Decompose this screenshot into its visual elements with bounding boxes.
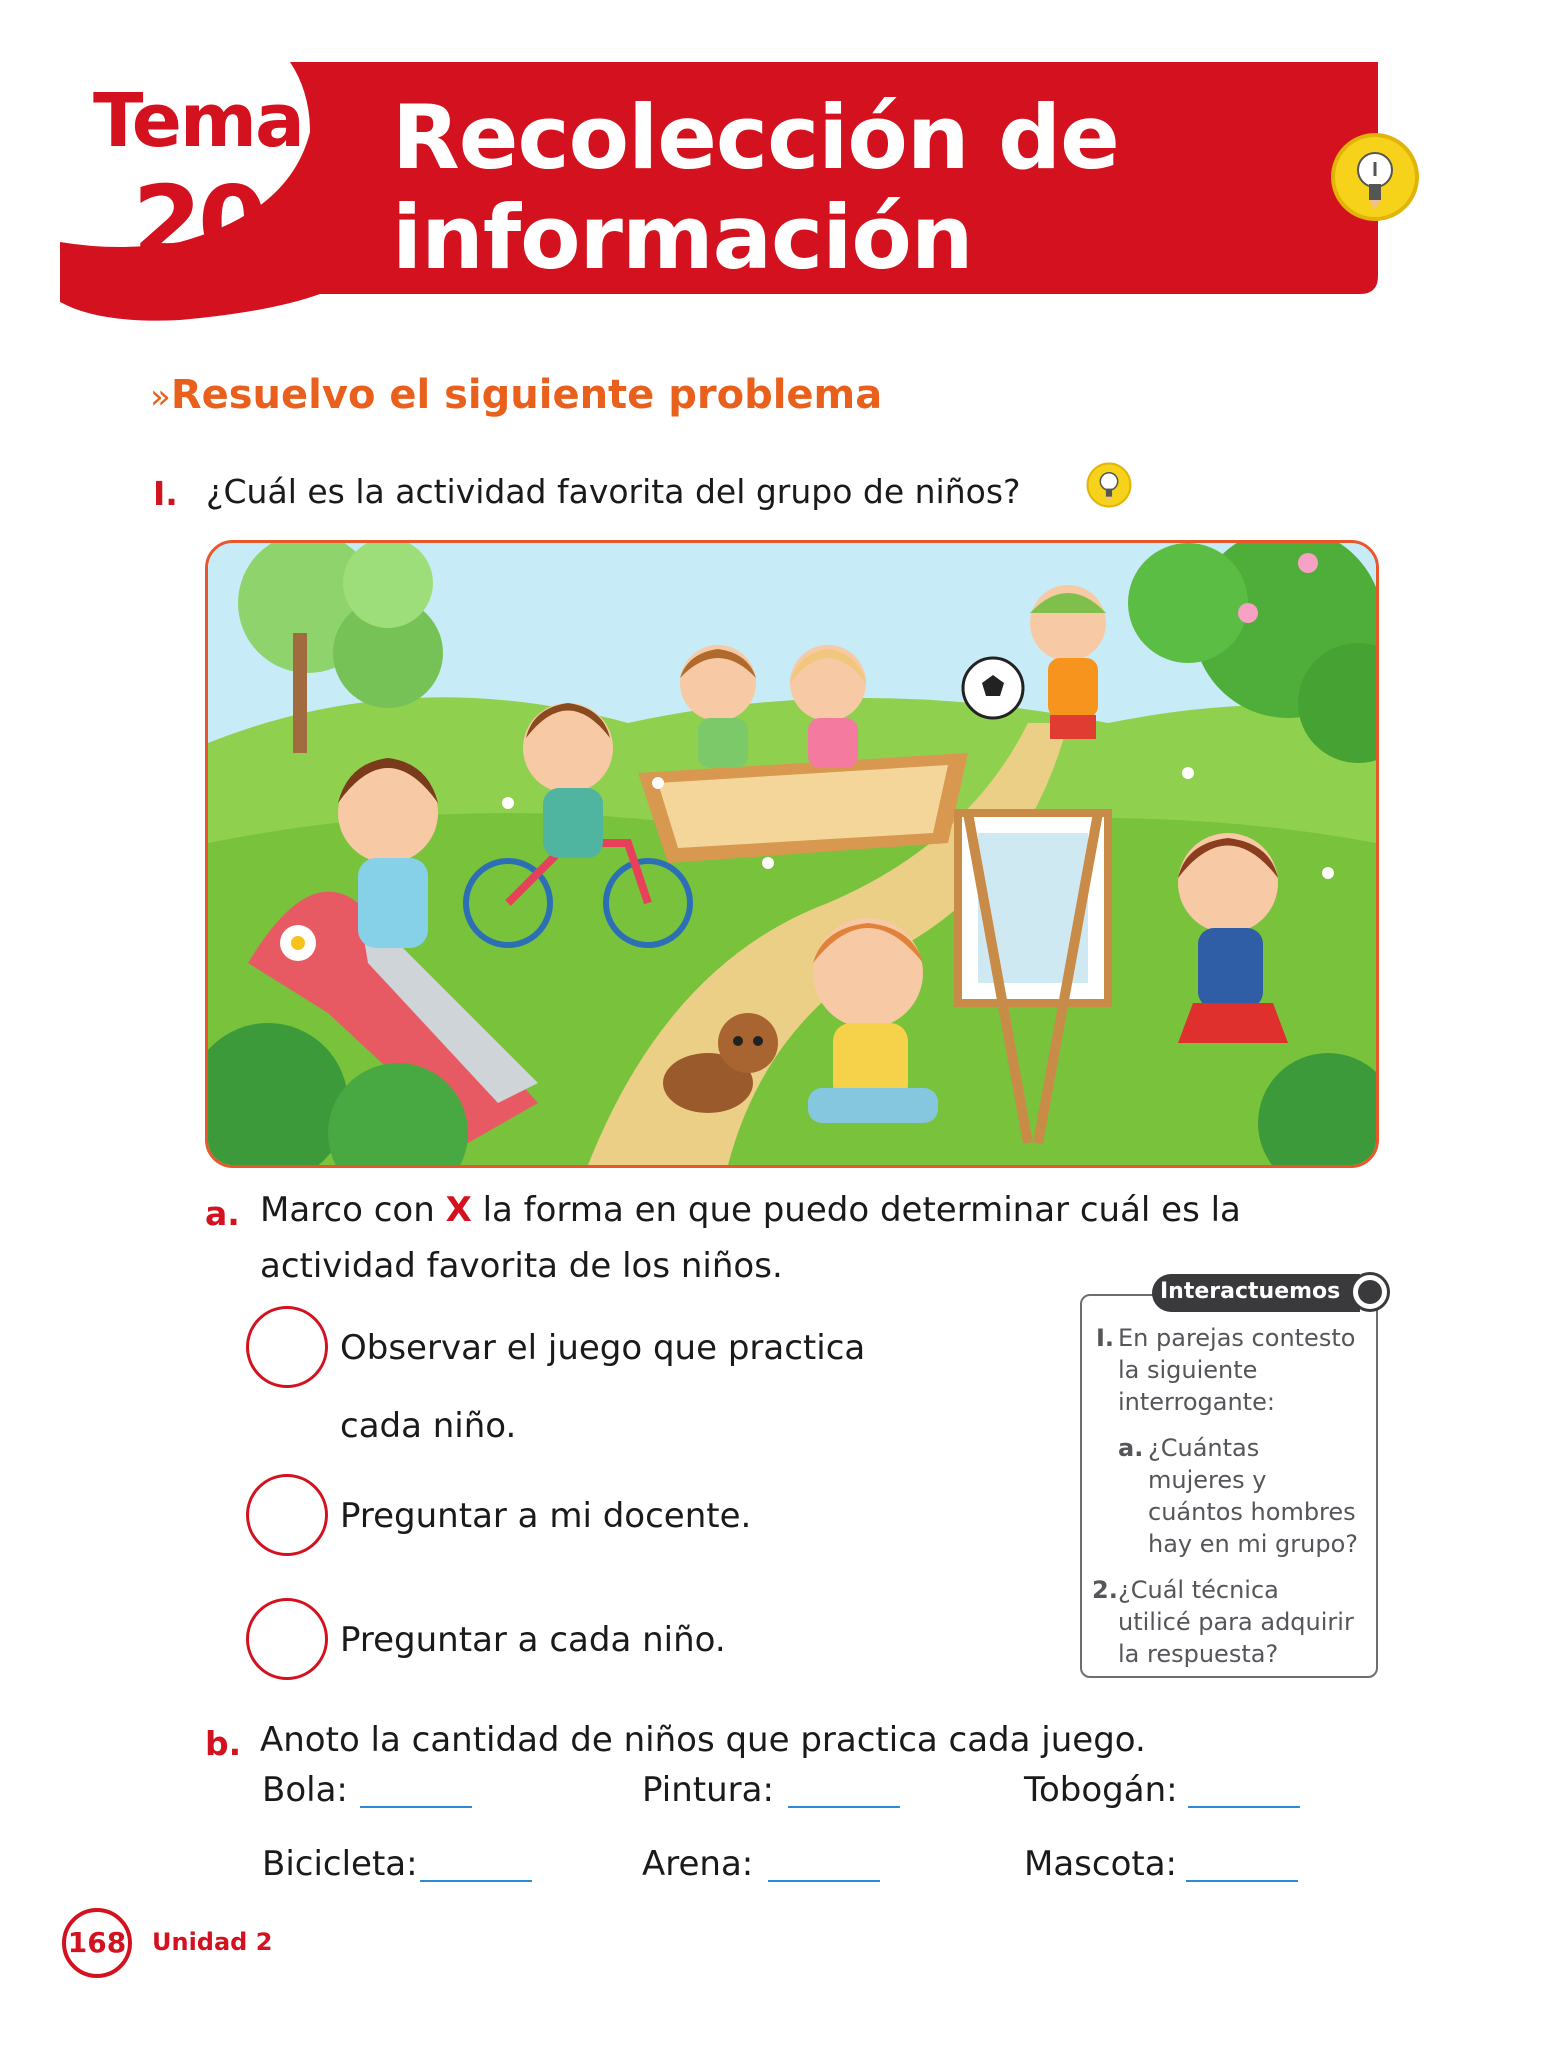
interactuemos-item1-num: I. — [1096, 1324, 1115, 1352]
interactuemos-item1a-line4: hay en mi grupo? — [1148, 1530, 1358, 1558]
interactuemos-item2-line3: la respuesta? — [1118, 1640, 1279, 1668]
page-title-line2: información — [392, 186, 973, 289]
field-label-bicicleta: Bicicleta: — [262, 1844, 418, 1884]
interactuemos-item1-line1: En parejas contesto — [1118, 1324, 1356, 1352]
field-label-mascota: Mascota: — [1024, 1844, 1177, 1884]
interactuemos-item1a-line1: ¿Cuántas — [1148, 1434, 1260, 1462]
interactuemos-item1a-line3: cuántos hombres — [1148, 1498, 1356, 1526]
page-number: 168 — [62, 1908, 132, 1978]
option-label-2: Preguntar a mi docente. — [340, 1496, 752, 1536]
part-a-line1-after: la forma en que puedo determinar cuál es la — [471, 1190, 1241, 1230]
field-input-bicicleta[interactable] — [420, 1880, 532, 1882]
section-title — [150, 372, 882, 418]
option-label-1-line1: Observar el juego que practica — [340, 1328, 866, 1368]
page-title-line1: Recolección de — [392, 86, 1119, 189]
field-input-tobogan[interactable] — [1188, 1806, 1300, 1808]
interactuemos-item2-line1: ¿Cuál técnica — [1118, 1576, 1279, 1604]
field-label-pintura: Pintura: — [642, 1770, 774, 1810]
tema-number: 20 — [132, 164, 264, 281]
option-label-3: Preguntar a cada niño. — [340, 1620, 726, 1660]
interactuemos-item1a-letter: a. — [1118, 1434, 1144, 1462]
section-title-text: Resuelvo el siguiente problema — [170, 372, 883, 418]
option-label-1-line2: cada niño. — [340, 1406, 517, 1446]
park-children-illustration — [205, 540, 1379, 1168]
field-input-bola[interactable] — [360, 1806, 472, 1808]
question-text: ¿Cuál es la actividad favorita del grupo de niños? — [206, 472, 1021, 511]
part-a-x-mark: X — [445, 1190, 472, 1230]
option-checkbox-3[interactable] — [246, 1598, 328, 1680]
interactuemos-item1a-line2: mujeres y — [1148, 1466, 1267, 1494]
part-a-line1-before: Marco con — [260, 1190, 446, 1230]
unit-label: Unidad 2 — [152, 1928, 273, 1956]
field-input-pintura[interactable] — [788, 1806, 900, 1808]
interactuemos-item2-num: 2. — [1092, 1576, 1118, 1604]
option-checkbox-2[interactable] — [246, 1474, 328, 1556]
part-b-text: Anoto la cantidad de niños que practica cada juego. — [260, 1720, 1146, 1760]
interactuemos-item2-line2: utilicé para adquirir — [1118, 1608, 1354, 1636]
field-input-mascota[interactable] — [1186, 1880, 1298, 1882]
part-b-letter: b. — [205, 1724, 242, 1763]
part-a-letter: a. — [205, 1194, 240, 1233]
lightbulb-pencil-icon — [1086, 462, 1132, 508]
question-number: I. — [153, 474, 178, 513]
interactuemos-dot-icon — [1350, 1272, 1390, 1312]
interactuemos-item1-line2: la siguiente — [1118, 1356, 1258, 1384]
field-label-bola: Bola: — [262, 1770, 348, 1810]
tema-label: Tema — [93, 78, 303, 164]
option-checkbox-1[interactable] — [246, 1306, 328, 1388]
section-chevron: » — [150, 377, 171, 417]
field-label-arena: Arena: — [642, 1844, 754, 1884]
lightbulb-pencil-icon — [1330, 132, 1420, 222]
interactuemos-label: Interactuemos — [1160, 1279, 1341, 1304]
field-input-arena[interactable] — [768, 1880, 880, 1882]
part-a-line2: actividad favorita de los niños. — [260, 1246, 783, 1286]
part-a-line1 — [260, 1190, 1241, 1230]
interactuemos-item1-line3: interrogante: — [1118, 1388, 1275, 1416]
field-label-tobogan: Tobogán: — [1024, 1770, 1178, 1810]
park-scene-drawing — [208, 543, 1376, 1165]
